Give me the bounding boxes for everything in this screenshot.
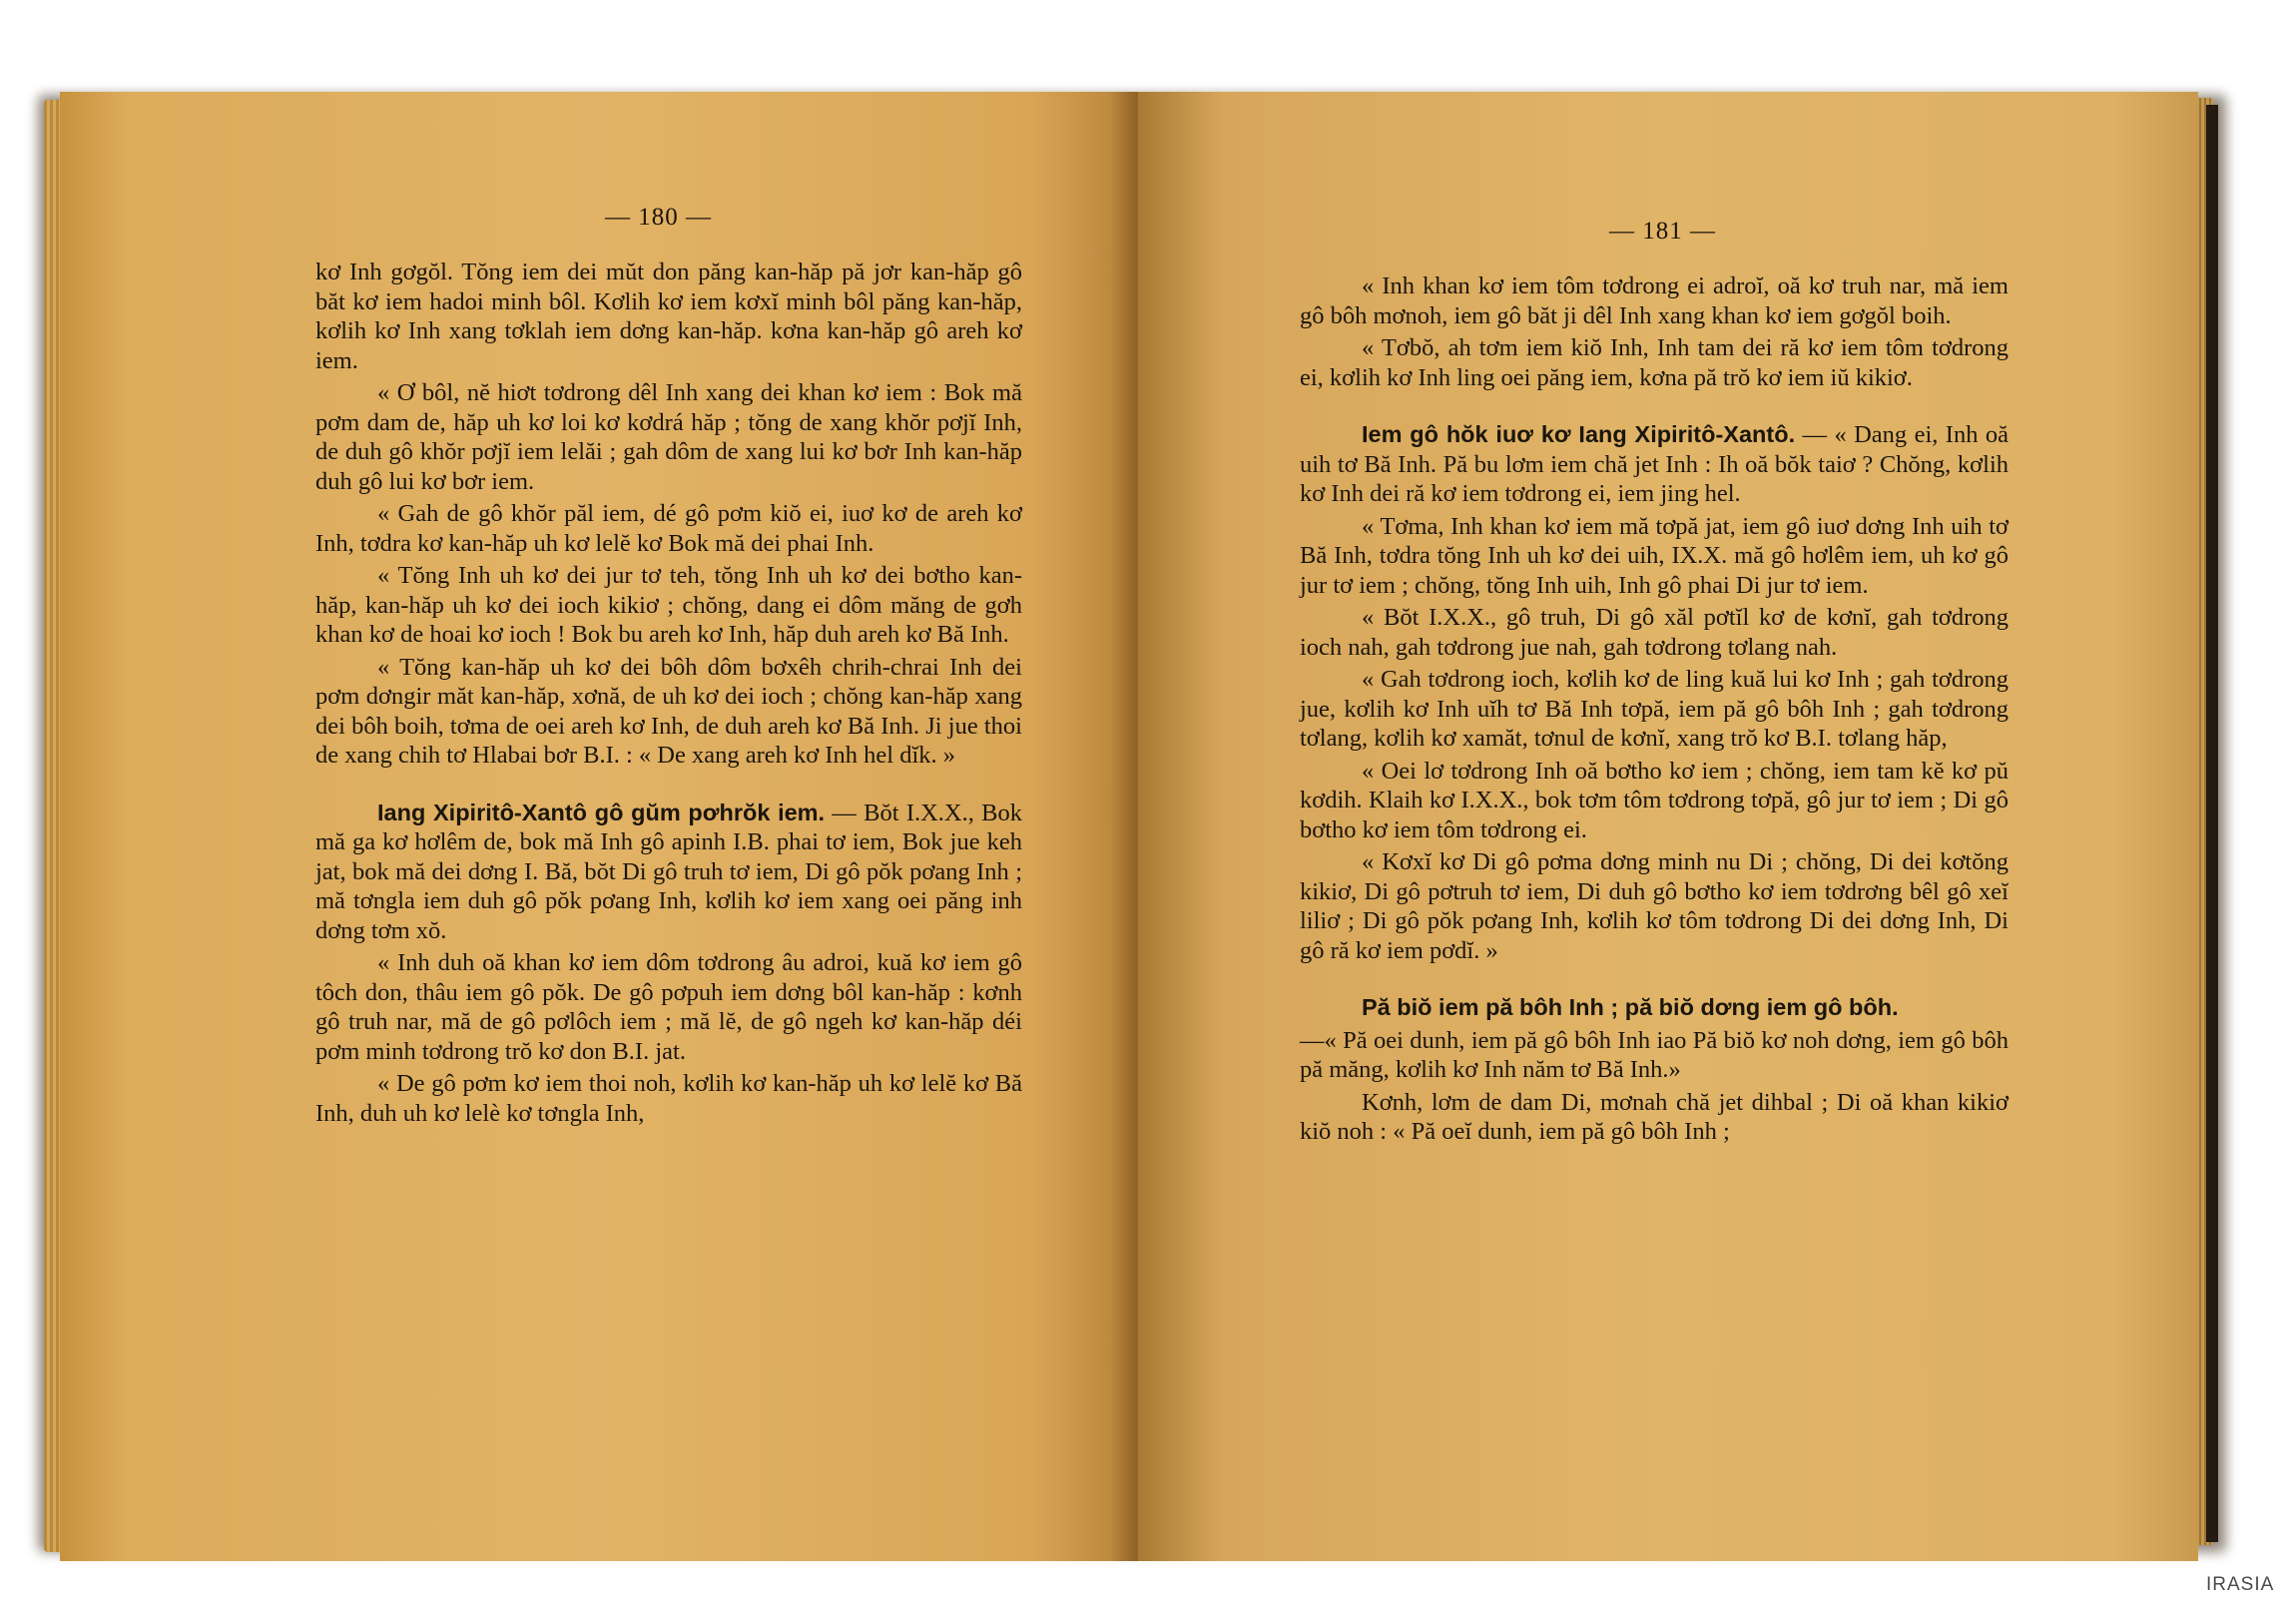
paragraph: « Gah tơdrong ioch, kơlih kơ de ling kuă lui kơ Inh ; gah tơdrong jue, kơlih kơ Inh uĭh tơ Bă Inh tơpă, iem pă gô bôh Inh ; gah tơdrong tơlang, kơlih kơ xamăt, tơnul de kơnĭ, xang trŏ kơ B.I. tơlang hăp, bbox=[1300, 666, 2009, 752]
left-page-text bbox=[315, 258, 1022, 1128]
paragraph: « Inh duh oă khan kơ iem dôm tơdrong âu adroi, kuă kơ iem gô tôch don, thâu iem gô pŏk. De gô pơpuh iem dơng bôl kan-hăp : kơnh gô truh nar, mă de gô pơlôch iem ; mă lĕ, de gô ngeh kơ kan-hăp déi pơm minh tơdrong trŏ kơ don B.I. jat. bbox=[315, 949, 1022, 1065]
section-paragraph bbox=[1300, 993, 2009, 1023]
section-paragraph bbox=[315, 799, 1022, 946]
watermark: IRASIA bbox=[2206, 1574, 2275, 1595]
paragraph: « Tơbŏ, ah tơm iem kiŏ Inh, Inh tam dei ră kơ iem tôm tơdrong ei, kơlih kơ Inh ling oei păng iem, kơna pă trŏ kơ iem iŭ kikiơ. bbox=[1300, 334, 2009, 391]
right-page-number: — 181 — bbox=[1609, 218, 1716, 245]
section-heading: Pă biŏ iem pă bôh Inh ; pă biŏ dơng iem gô bôh. bbox=[1362, 994, 1899, 1020]
right-page-text bbox=[1300, 271, 2009, 1147]
paragraph: « Kơxĭ kơ Di gô pơma dơng minh nu Di ; chŏng, Di dei kơtŏng kikiơ, Di gô pơtruh tơ iem, Di duh gô bơtho kơ iem tơdrơng bêl gô xeĭ liliơ ; Di gô pŏk pơang Inh, kơlih kơ tôm tơdrong Di dei dơng Inh, Di gô ră kơ iem pơdĭ. » bbox=[1300, 848, 2009, 964]
paragraph: « Gah de gô khŏr păl iem, dé gô pơm kiŏ ei, iuơ kơ de areh kơ Inh, tơdra kơ kan-hăp uh kơ lelĕ kơ Bok mă dei phai Inh. bbox=[315, 500, 1022, 557]
paragraph: « Inh khan kơ iem tôm tơdrong ei adroĭ, oă kơ truh nar, mă iem gô bôh mơnoh, iem gô băt ji dêl Inh xang khan kơ iem gơgŏl boih. bbox=[1300, 272, 2009, 329]
paragraph: « Ơ bôl, nĕ hiơt tơdrong dêl Inh xang dei khan kơ iem : Bok mă pơm dam de, hăp uh kơ loi kơ kơdrá hăp ; tŏng de xang khŏr pơjĭ Inh, de duh gô khŏr pơjĭ iem lelăi ; gah dôm de xang lui kơ bơr Inh kan-hăp duh gô lui kơ bơr iem. bbox=[315, 379, 1022, 495]
paragraph: « Tŏng Inh uh kơ dei jur tơ teh, tŏng Inh uh kơ dei bơtho kan-hăp, kan-hăp uh kơ dei ioch kikiơ ; chŏng, dang ei dôm măng de gơh khan kơ de hoai kơ ioch ! Bok bu areh kơ Inh, hăp duh areh kơ Bă Inh. bbox=[315, 562, 1022, 648]
paragraph: « Oei lơ tơdrong Inh oă bơtho kơ iem ; chŏng, iem tam kĕ kơ pŭ kơdih. Klaih kơ I.X.X., bok tơm tôm tơdrong tơpă, gô jur tơ iem ; Di gô bơtho kơ iem tôm tơdrong ei. bbox=[1300, 757, 2009, 843]
left-page-number: — 180 — bbox=[605, 204, 712, 231]
section-text: — Bŏt I.X.X., Bok mă ga kơ hơlêm de, bok mă Inh gô apinh I.B. phai tơ iem, Bok jue keh jat, bok mă dei dơng I. Bă, bŏt Di gô truh tơ iem, Di gô pŏk pơang Inh ; mă tơngla iem duh gô pŏk pơang Inh, kơlih kơ iem xang oei păng inh dơng tơm xŏ. bbox=[315, 799, 1022, 944]
section-paragraph bbox=[1300, 420, 2009, 509]
paragraph: « Tŏng kan-hăp uh kơ dei bôh dôm bơxêh chrih-chrai Inh dei pơm dơngir măt kan-hăp, xơnă, de uh kơ dei ioch ; chŏng kan-hăp xang dei bôh boih, tơma de oei areh kơ Inh, de duh areh kơ Bă Inh. Ji jue thoi de xang chih tơ Hlabai bơr B.I. : « De xang areh kơ Inh hel dĭk. » bbox=[315, 653, 1022, 769]
book-spine bbox=[2206, 105, 2218, 1542]
paragraph: « Bŏt I.X.X., gô truh, Di gô xăl pơtĭl kơ de kơnĭ, gah tơdrong ioch nah, gah tơdrong jue nah, gah tơdrong tơlang nah. bbox=[1300, 604, 2009, 661]
section-heading: Iang Xipiritô-Xantô gô gŭm pơhrŏk iem. bbox=[377, 799, 826, 825]
paragraph: Kơnh, lơm de dam Di, mơnah chă jet dihbal ; Di oă khan kikiơ kiŏ noh : « Pă oeĭ dunh, iem pă gô bôh Inh ; bbox=[1300, 1088, 2009, 1145]
section-heading: Iem gô hŏk iuơ kơ Iang Xipiritô-Xantô. bbox=[1362, 421, 1796, 447]
section-text: — « Dang ei, Inh oă uih tơ Bă Inh. Pă bu lơm iem chă jet Inh : Ih oă bŏk taiơ ? Chŏng, kơlih kơ Inh dei ră kơ iem tơdrong ei, iem jing hel. bbox=[1300, 421, 2009, 507]
paragraph: kơ Inh gơgŏl. Tŏng iem dei mŭt don păng kan-hăp pă jơr kan-hăp gô băt kơ iem hadoi minh bôl. Kơlih kơ iem kơxĭ minh bôl păng kan-hăp, kơlih kơ Inh xang tơklah iem dơng kan-hăp. kơna kan-hăp gô areh kơ iem. bbox=[315, 259, 1022, 374]
paragraph: —« Pă oei dunh, iem pă gô bôh Inh iao Pă biŏ kơ noh dơng, iem gô bôh pă măng, kơlih kơ Inh năm tơ Bă Inh.» bbox=[1300, 1026, 2009, 1083]
paragraph: « De gô pơm kơ iem thoi noh, kơlih kơ kan-hăp uh kơ lelĕ kơ Bă Inh, duh uh kơ lelè kơ tơngla Inh, bbox=[315, 1070, 1022, 1127]
paragraph: « Tơma, Inh khan kơ iem mă tơpă jat, iem gô iuơ dơng Inh uih tơ Bă Inh, tơdra tŏng Inh uh kơ dei uih, IX.X. mă gô hơlêm iem, uh kơ gô jur tơ iem ; chŏng, tŏng Inh uih, Inh gô phai Di jur tơ iem. bbox=[1300, 512, 2009, 599]
